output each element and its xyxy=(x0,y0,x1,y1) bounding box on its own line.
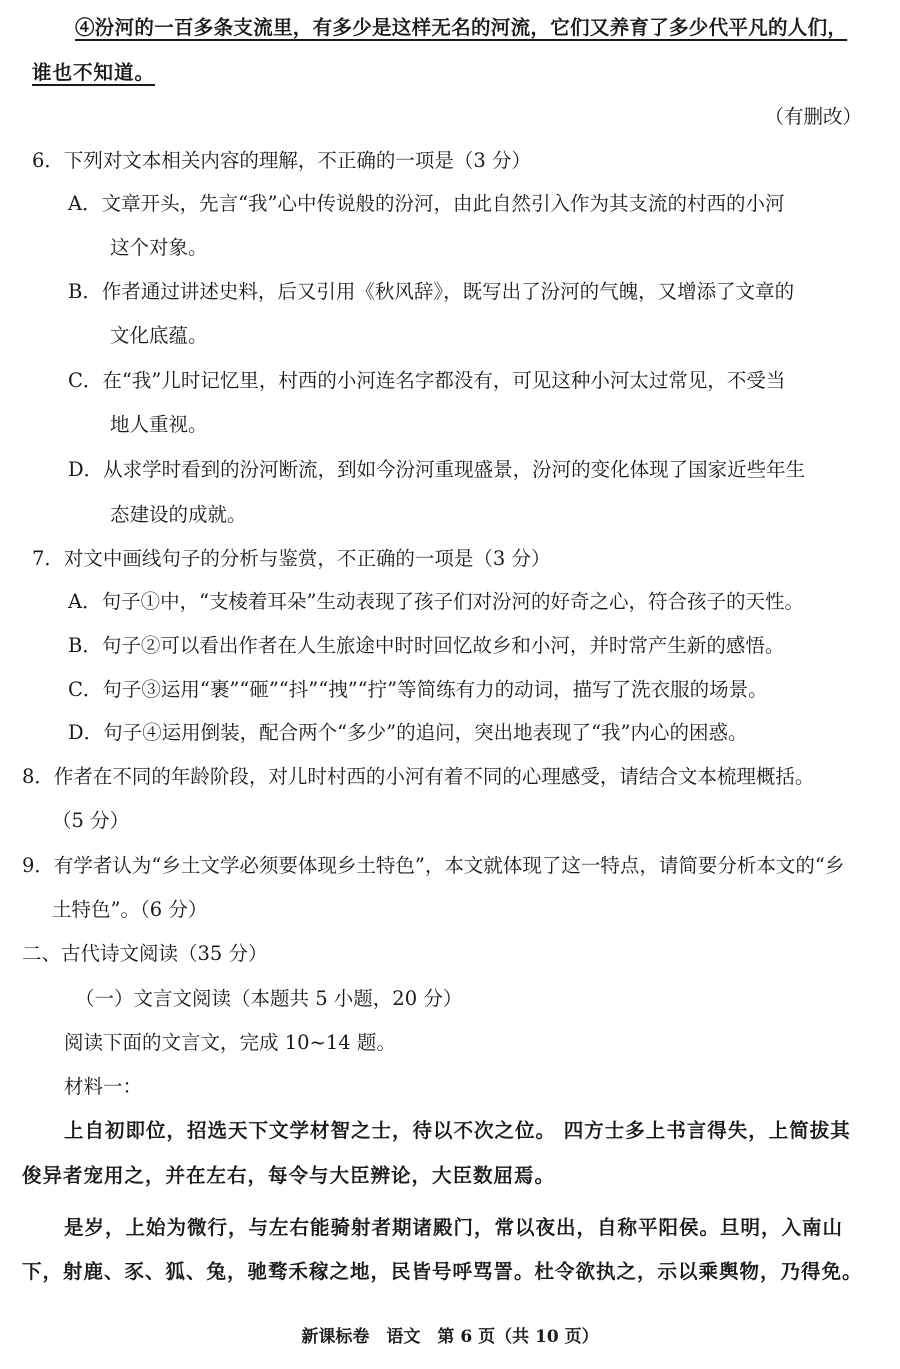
question-8-line1: 8．作者在不同的年龄阶段，对儿时村西的小河有着不同的心理感受，请结合文本梳理概括。 xyxy=(22,765,815,788)
section-2-title: 二、古代诗文阅读（35 分） xyxy=(22,942,268,965)
question-6-option-a-line1: A．文章开头，先言“我”心中传说般的汾河，由此自然引入作为其支流的村西的小河 xyxy=(68,192,785,215)
section-2-instruction: 阅读下面的文言文，完成 10~14 题。 xyxy=(64,1031,396,1054)
material-label: 材料一： xyxy=(64,1075,143,1098)
classical-text-para2-line1: 是岁，上始为微行，与左右能骑射者期诸殿门，常以夜出，自称平阳侯。旦明，入南山 xyxy=(64,1216,844,1239)
question-6-option-d-line1: D．从求学时看到的汾河断流，到如今汾河重现盛景，汾河的变化体现了国家近些年生 xyxy=(68,458,806,481)
classical-text-para1-line2: 俊异者宠用之，并在左右，每令与大臣辨论，大臣数屈焉。 xyxy=(22,1164,556,1187)
question-8-line2: （5 分） xyxy=(52,809,130,832)
underlined-sentence-4-line2: 谁也不知道。 xyxy=(32,61,156,84)
section-2-subtitle: （一）文言文阅读（本题共 5 小题，20 分） xyxy=(75,987,463,1010)
question-7-option-a: A．句子①中，“支棱着耳朵”生动表现了孩子们对汾河的好奇之心，符合孩子的天性。 xyxy=(68,590,805,613)
question-6-option-c-line1: C．在“我”儿时记忆里，村西的小河连名字都没有，可见这种小河太过常见，不受当 xyxy=(68,369,786,392)
underlined-sentence-4-line1: ④汾河的一百多条支流里，有多少是这样无名的河流，它们又养育了多少代平凡的人们， xyxy=(75,16,848,39)
question-7-option-b: B．句子②可以看出作者在人生旅途中时时回忆故乡和小河，并时常产生新的感悟。 xyxy=(68,634,785,657)
question-6-option-b-line2: 文化底蕴。 xyxy=(110,324,208,347)
question-7-option-c: C．句子③运用“裹”“砸”“抖”“拽”“拧”等简练有力的动词，描写了洗衣服的场景。 xyxy=(68,678,768,701)
question-7-stem: 7．对文中画线句子的分析与鉴赏，不正确的一项是（3 分） xyxy=(32,547,551,570)
question-6-option-d-line2: 态建设的成就。 xyxy=(110,503,247,526)
question-6-option-b-line1: B．作者通过讲述史料，后又引用《秋风辞》，既写出了汾河的气魄，又增添了文章的 xyxy=(68,280,795,303)
source-note: （有删改） xyxy=(764,105,862,128)
question-7-option-d: D．句子④运用倒装，配合两个“多少”的追问，突出地表现了“我”内心的困惑。 xyxy=(68,721,748,744)
question-6-option-c-line2: 地人重视。 xyxy=(110,413,208,436)
question-9-line2: 土特色”。（6 分） xyxy=(52,898,208,921)
classical-text-para1-line1: 上自初即位，招选天下文学材智之士，待以不次之位。 四方士多上书言得失，上简拔其 xyxy=(64,1119,851,1142)
classical-text-para2-line2: 下，射鹿、豕、狐、兔，驰骛禾稼之地，民皆号呼骂詈。杜令欲执之，示以乘舆物，乃得免。 xyxy=(22,1260,863,1283)
question-6-stem: 6．下列对文本相关内容的理解，不正确的一项是（3 分） xyxy=(32,149,532,172)
question-9-line1: 9．有学者认为“乡土文学必须要体现乡土特色”，本文就体现了这一特点，请简要分析本文的“乡 xyxy=(22,854,845,877)
question-6-option-a-line2: 这个对象。 xyxy=(110,236,208,259)
page-footer: 新课标卷 语文 第 6 页（共 10 页） xyxy=(301,1327,599,1347)
